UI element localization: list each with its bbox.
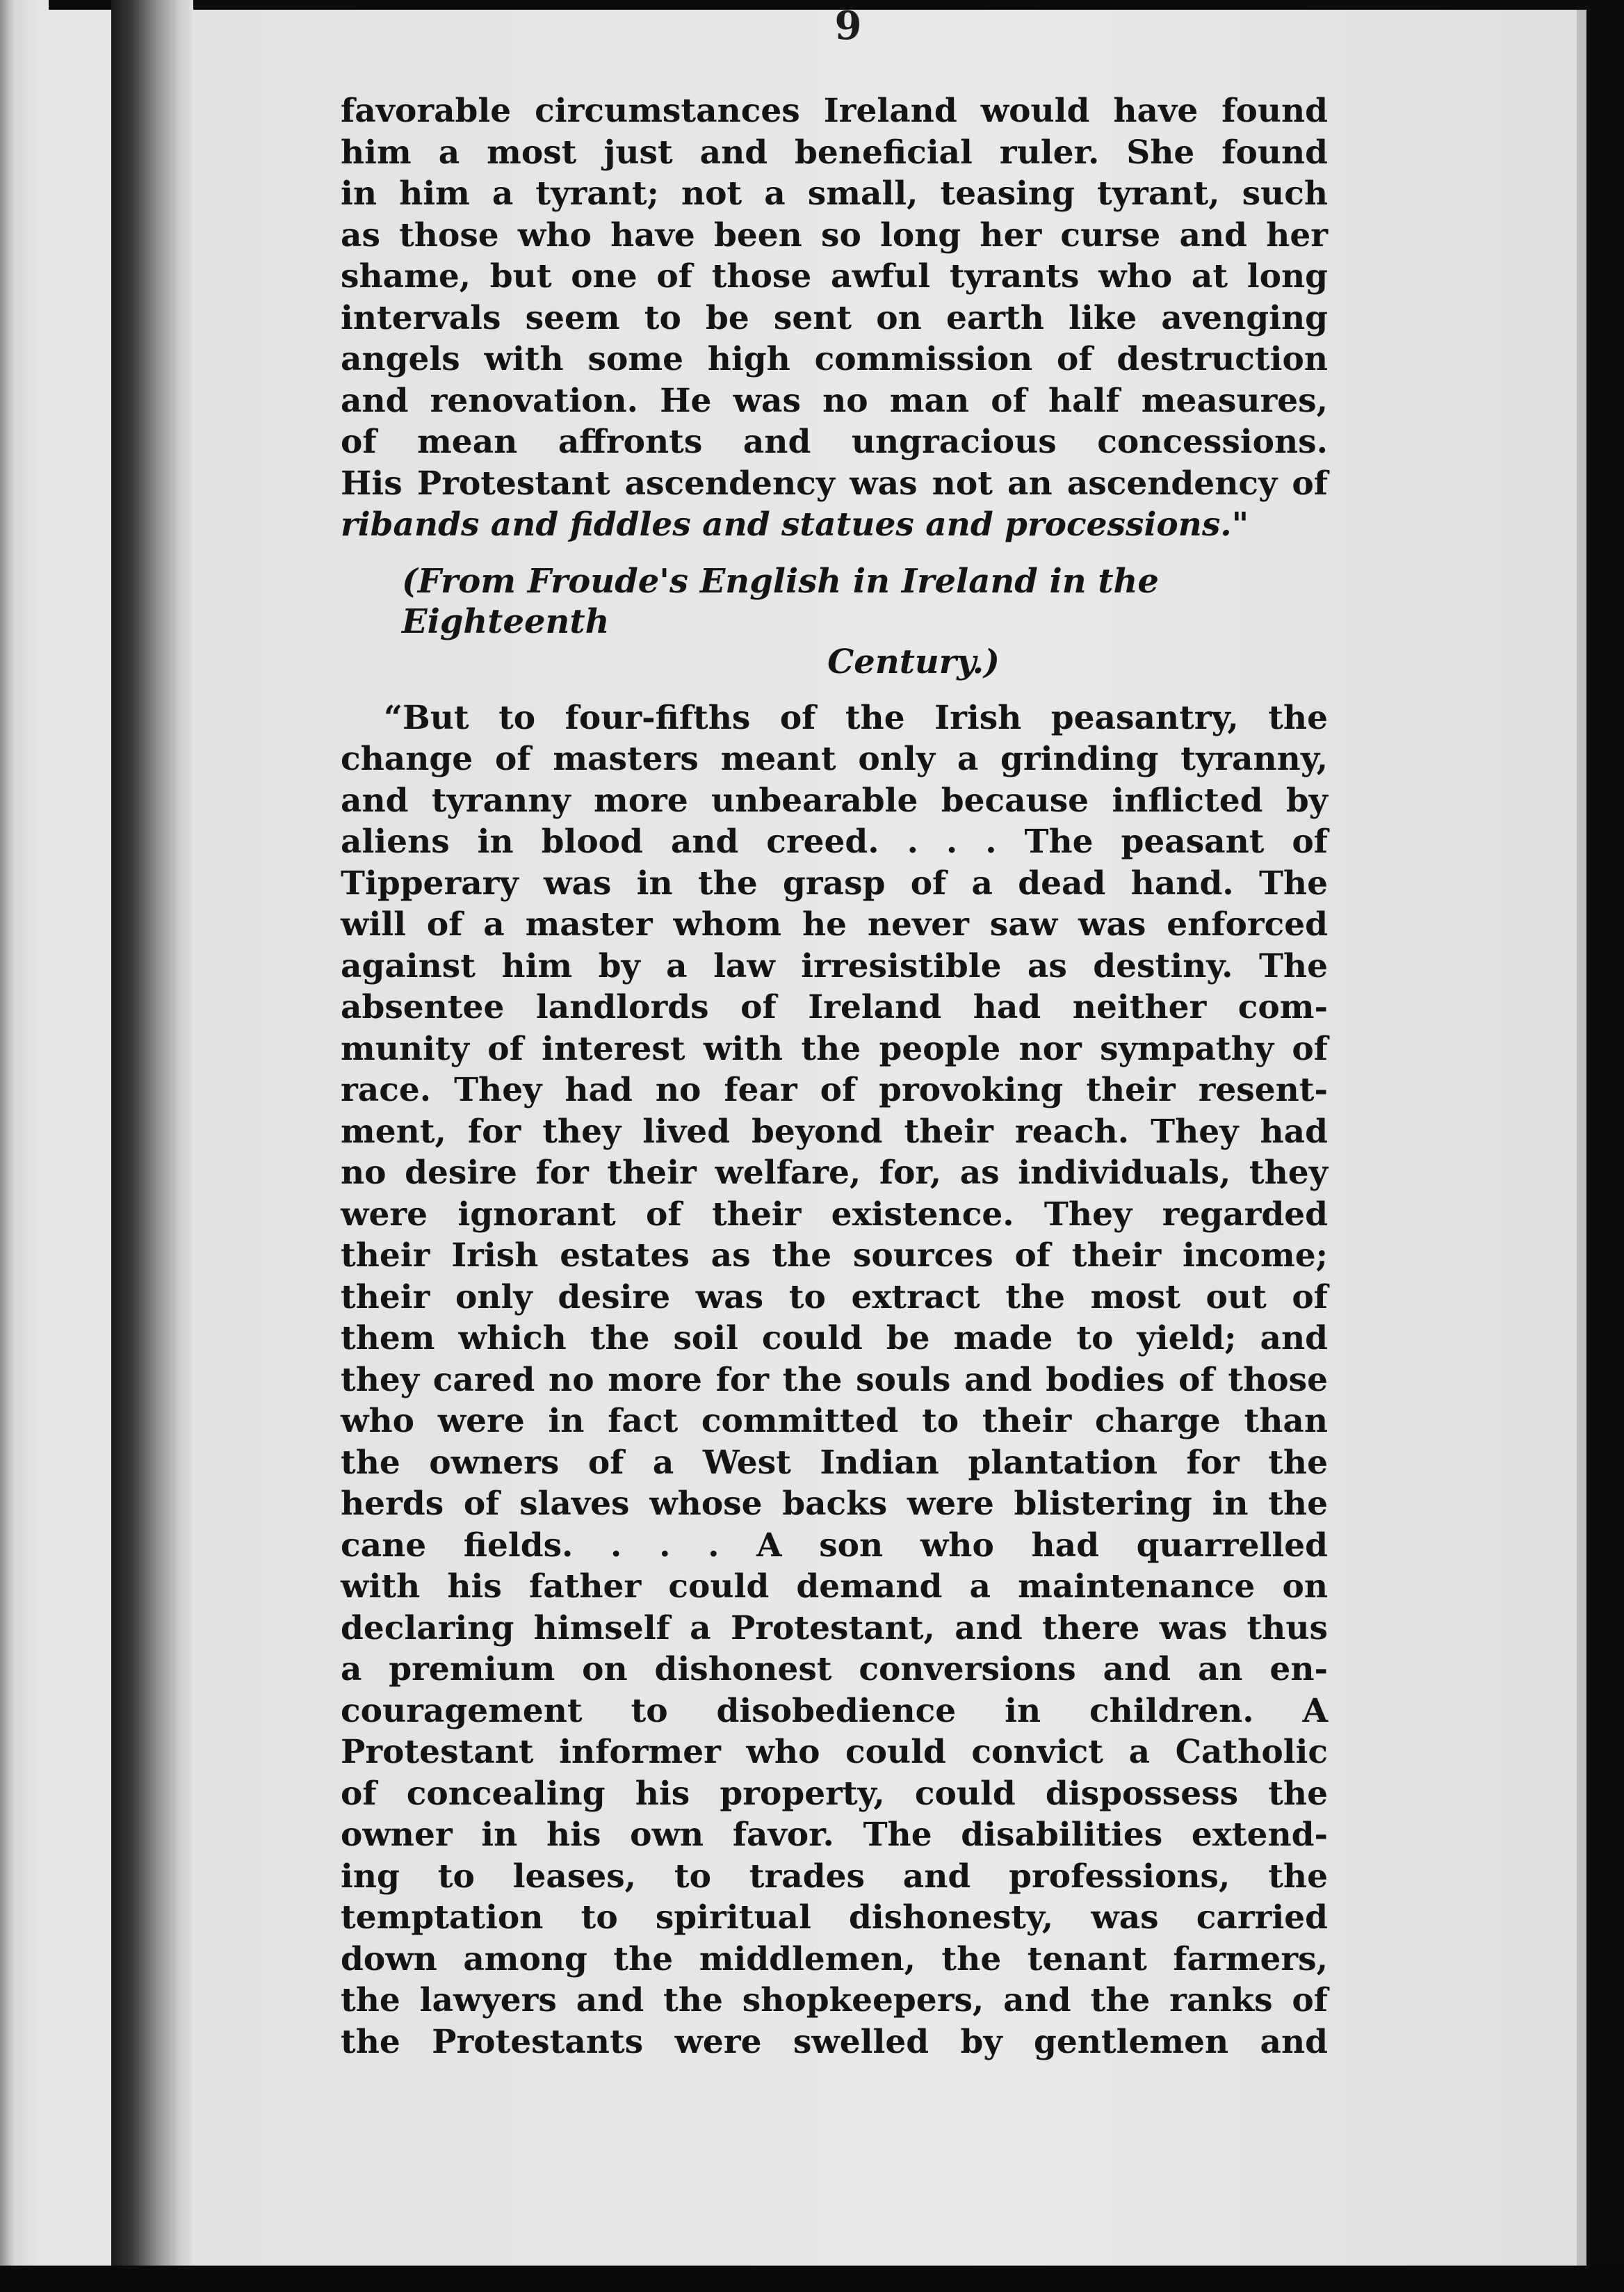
text-line: him a most just and beneficial ruler. She found	[341, 133, 1328, 172]
book-gutter	[111, 0, 193, 2292]
text-line: the lawyers and the shopkeepers, and the ranks of	[341, 1981, 1328, 2019]
text-line: will of a master whom he never saw was enforced	[341, 905, 1328, 944]
text-line: owner in his own favor. The disabilities extend-	[341, 1816, 1328, 1854]
text-line: as those who have been so long her curse and her	[341, 216, 1328, 255]
text-line: ment, for they lived beyond their reach. They had	[341, 1112, 1328, 1151]
text-line: couragement to disobedience in children. A	[341, 1691, 1328, 1730]
text-line: no desire for their welfare, for, as individuals, they	[341, 1154, 1328, 1192]
text-line: ing to leases, to trades and professions, the	[341, 1857, 1328, 1896]
text-line: their Irish estates as the sources of their income;	[341, 1236, 1328, 1275]
text-line: them which the soil could be made to yield; and	[341, 1319, 1328, 1357]
text-line: herds of slaves whose backs were blistering in the	[341, 1485, 1328, 1523]
text-line: race. They had no fear of provoking their resent-	[341, 1071, 1328, 1109]
excerpt-1	[341, 90, 1328, 546]
text-line: change of masters meant only a grinding tyranny,	[341, 740, 1328, 778]
source-citation	[341, 561, 1328, 682]
text-line: “But to four-fifths of the Irish peasantry, the	[384, 698, 1328, 737]
text-line: declaring himself a Protestant, and there was thus	[341, 1608, 1328, 1647]
spacer	[341, 682, 1328, 697]
text-line: His Protestant ascendency was not an ascendency of	[341, 464, 1328, 503]
text-line: down among the middlemen, the tenant farmers,	[341, 1939, 1328, 1978]
text-line: temptation to spiritual dishonesty, was carried	[341, 1898, 1328, 1937]
body-text	[341, 90, 1328, 2063]
text-line: absentee landlords of Ireland had neither com-	[341, 988, 1328, 1026]
scanner-border	[0, 2266, 1624, 2292]
text-line: with his father could demand a maintenance on	[341, 1567, 1328, 1606]
excerpt-2	[341, 697, 1328, 2063]
source-line: Century.)	[827, 642, 1000, 681]
text-line: their only desire was to extract the most out of	[341, 1277, 1328, 1316]
text-line: against him by a law irresistible as destiny. The	[341, 946, 1328, 985]
text-line: in him a tyrant; not a small, teasing tyrant, such	[341, 175, 1328, 213]
text-line: shame, but one of those awful tyrants who at long	[341, 257, 1328, 296]
text-line: ribands and fiddles and statues and processions."	[341, 506, 1249, 544]
text-line: Protestant informer who could convict a Catholic	[341, 1733, 1328, 1771]
text-line: and renovation. He was no man of half measures,	[341, 381, 1328, 420]
text-line: the owners of a West Indian plantation for the	[341, 1443, 1328, 1482]
text-line: cane fields. . . . A son who had quarrelled	[341, 1526, 1328, 1565]
spacer	[341, 546, 1328, 561]
facing-page-edge	[0, 0, 49, 2292]
text-line: who were in fact committed to their charge than	[341, 1402, 1328, 1440]
text-line: the Protestants were swelled by gentlemen and	[341, 2022, 1328, 2061]
text-line: of mean affronts and ungracious concessions.	[341, 423, 1328, 461]
text-line: and tyranny more unbearable because inflicted by	[341, 781, 1328, 820]
text-line: favorable circumstances Ireland would have found	[341, 92, 1328, 130]
text-line: aliens in blood and creed. . . . The peasant of	[341, 823, 1328, 861]
source-line: (From Froude's English in Ireland in the Eighteenth	[402, 561, 1159, 641]
page-right-edge	[1577, 10, 1586, 2275]
text-line: they cared no more for the souls and bodies of those	[341, 1360, 1328, 1399]
text-line: intervals seem to be sent on earth like avenging	[341, 298, 1328, 337]
text-line: angels with some high commission of destruction	[341, 340, 1328, 378]
text-line: munity of interest with the people nor sympathy of	[341, 1029, 1328, 1068]
text-line: were ignorant of their existence. They regarded	[341, 1195, 1328, 1234]
text-line: Tipperary was in the grasp of a dead hand. The	[341, 864, 1328, 903]
page-number: 9	[834, 3, 862, 49]
text-line: a premium on dishonest conversions and an en-	[341, 1650, 1328, 1688]
text-line: of concealing his property, could dispossess the	[341, 1774, 1328, 1813]
